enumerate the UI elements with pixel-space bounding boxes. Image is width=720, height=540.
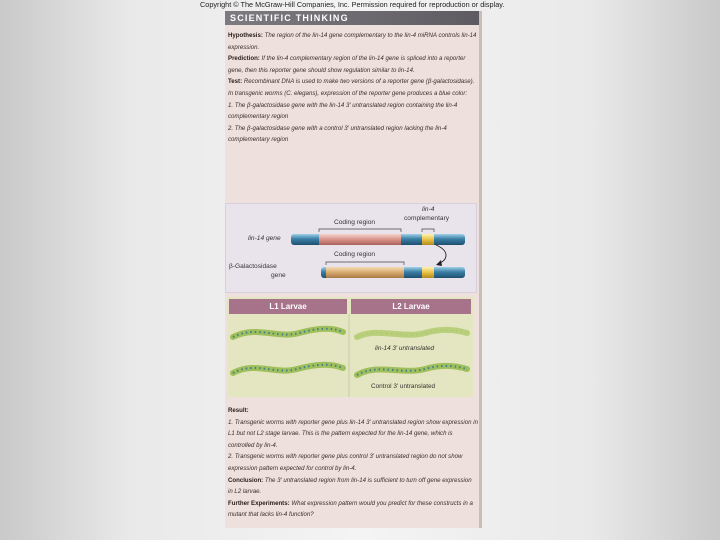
bgal-gene-label-2: gene	[271, 272, 286, 279]
worm-images	[227, 297, 473, 397]
bgal-complementary-region	[422, 267, 434, 278]
prediction-label: Prediction:	[228, 55, 260, 63]
lin14-untranslated-label: lin-14 3′ untranslated	[375, 345, 435, 352]
conclusion-text: The 3′ untranslated region from lin-14 is sufficient to turn off gene expression in L2 larvae.	[228, 476, 472, 496]
complementary-label: complementary	[404, 215, 450, 222]
coding-region-label-2: Coding region	[334, 251, 376, 258]
prediction	[228, 53, 478, 76]
prediction-text: If the lin-4 complementary region of the lin-14 gene is spliced into a reporter gene, then this reporter gene should show regulation similar to lin-14.	[228, 55, 466, 74]
worm-l2-row1	[357, 330, 467, 337]
further-experiments	[228, 498, 478, 521]
l1-larvae-header: L1 Larvae	[229, 299, 347, 314]
test-item-1: 1. The β-galactosidase gene with the lin-14 3′ untranslated region containing the lin-4 complementary region	[228, 101, 458, 121]
further-label: Further Experiments:	[228, 499, 290, 507]
lin14-coding-region	[319, 234, 401, 245]
test	[228, 76, 478, 99]
hypothesis-text: The region of the lin-14 gene complementary to the lin-4 miRNA controls lin-14 expression.	[228, 32, 477, 51]
test-text: Recombinant DNA is used to make two versions of a reporter gene (β-galactosidase). In transgenic worms (C. elegans), expression of the reporter gene produces a blue color:	[228, 78, 475, 97]
conclusion	[228, 475, 478, 498]
coding-region-bracket	[319, 229, 401, 232]
copyright-notice: Copyright © The McGraw-Hill Companies, Inc. Permission required for reproduction or display.	[200, 0, 505, 9]
l2-larvae-header: L2 Larvae	[351, 299, 471, 314]
bgal-gene-label-1: β-Galactosidase	[229, 263, 277, 270]
transfer-arrow-head	[436, 260, 442, 266]
lin4-label: lin-4	[422, 206, 435, 213]
coding-region-label-1: Coding region	[334, 219, 376, 226]
bgal-coding-region	[326, 267, 404, 278]
conclusion-label: Conclusion:	[228, 476, 264, 484]
worm-l1-row2	[233, 365, 343, 373]
test-item-2: 2. The β-galactosidase gene with a control 3′ untranslated region lacking the lin-4 complementary region	[228, 124, 447, 144]
method-text	[228, 30, 478, 146]
hypothesis-label: Hypothesis:	[228, 32, 263, 39]
worm-l2-row2	[357, 366, 467, 375]
scientific-thinking-panel	[225, 11, 482, 528]
lin14-complementary-region	[422, 234, 434, 245]
result-label: Result:	[228, 407, 249, 414]
hypothesis	[228, 30, 478, 53]
bgal-coding-bracket	[326, 262, 404, 265]
worm-l1-row1	[233, 329, 343, 337]
lin14-gene-label: lin-14 gene	[248, 235, 281, 242]
larvae-panel	[227, 297, 473, 397]
result-item-1: 1. Transgenic worms with reporter gene plus lin-14 3′ untranslated region show expression in L1 but not L2 stage larvae. This is the pattern expected for the lin-14 gene, which is controlled by lin-4.	[228, 418, 478, 449]
control-untranslated-label: Control 3′ untranslated	[371, 383, 436, 390]
panel-title: SCIENTIFIC THINKING	[225, 11, 479, 25]
test-label: Test:	[228, 78, 243, 86]
result-item-2: 2. Transgenic worms with reporter gene plus control 3′ untranslated region do not show expression pattern expected for control by lin-4.	[228, 453, 463, 472]
gene-construct-diagram	[225, 203, 477, 293]
complementary-bracket	[422, 229, 434, 232]
results-text	[228, 405, 478, 521]
further-text: What expression pattern would you predict for these constructs in a mutant that lacks lin-4 function?	[228, 499, 473, 519]
